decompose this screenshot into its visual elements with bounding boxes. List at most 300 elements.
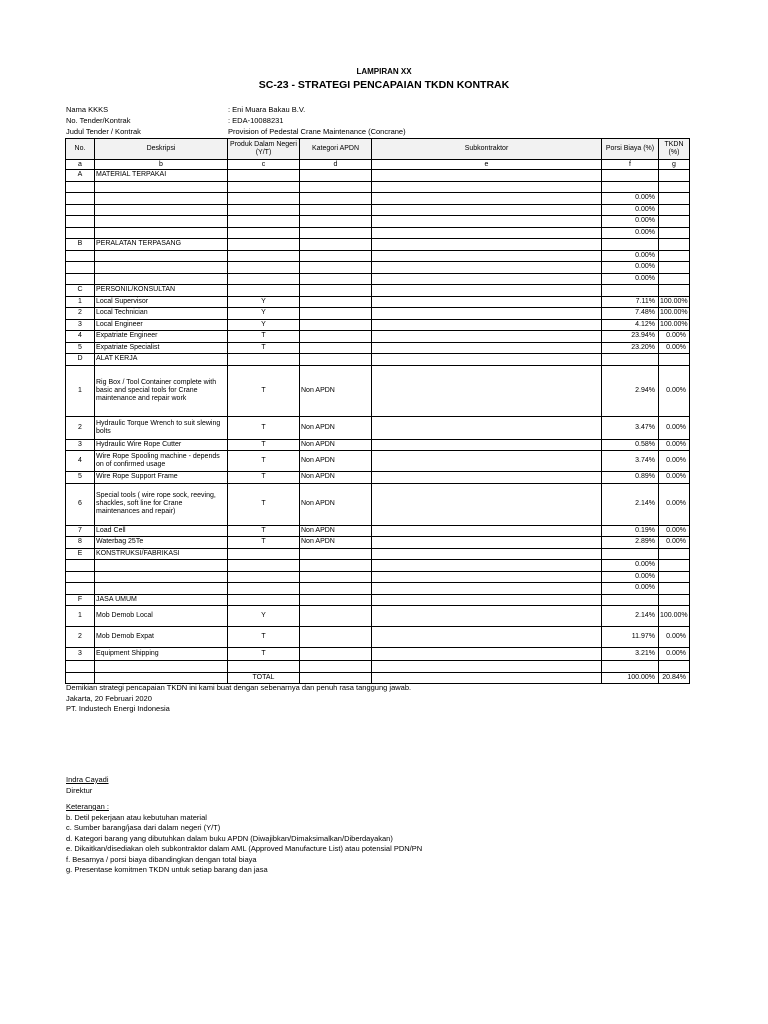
cell-no: 4 — [66, 331, 95, 343]
cell-porsi: 0.00% — [602, 204, 659, 216]
cell-tkdn — [659, 548, 690, 560]
cell-deskripsi — [95, 571, 228, 583]
cell-deskripsi: Load Cell — [95, 525, 228, 537]
cell-no — [66, 583, 95, 595]
cell-subkontraktor — [372, 560, 602, 572]
cell-no — [66, 193, 95, 205]
cell-apdn — [300, 181, 372, 193]
cell-pdn — [228, 216, 300, 228]
cell-subkontraktor — [372, 648, 602, 661]
cell-pdn: T — [228, 416, 300, 439]
cell-apdn: Non APDN — [300, 472, 372, 484]
cell-deskripsi — [95, 216, 228, 228]
cell-subkontraktor — [372, 273, 602, 285]
cell-deskripsi: KONSTRUKSI/FABRIKASI — [95, 548, 228, 560]
cell-tkdn — [659, 239, 690, 251]
section-row — [66, 594, 690, 606]
cell-subkontraktor — [372, 216, 602, 228]
table-row — [66, 181, 690, 193]
note-item: g. Presentase komitmen TKDN untuk setiap barang dan jasa — [66, 865, 268, 874]
table-row — [66, 525, 690, 537]
cell-tkdn — [659, 227, 690, 239]
cell-pdn: T — [228, 627, 300, 648]
company-name: PT. Industech Energi Indonesia — [66, 704, 170, 713]
table-row — [66, 342, 690, 354]
cell-apdn — [300, 548, 372, 560]
cell-subkontraktor — [372, 204, 602, 216]
cell-deskripsi: Local Engineer — [95, 319, 228, 331]
table-row — [66, 451, 690, 472]
table-row — [66, 483, 690, 525]
table-row — [66, 193, 690, 205]
cell-pdn — [228, 250, 300, 262]
cell-deskripsi — [95, 193, 228, 205]
column-letter-row — [66, 160, 690, 170]
letter-cell: b — [95, 160, 228, 170]
cell-subkontraktor — [372, 583, 602, 595]
table-row — [66, 661, 690, 673]
cell-porsi — [602, 170, 659, 182]
cell-pdn — [228, 227, 300, 239]
cell-porsi: 0.00% — [602, 193, 659, 205]
table-row — [66, 216, 690, 228]
cell-apdn — [300, 594, 372, 606]
cell-no: 8 — [66, 537, 95, 549]
table-row — [66, 606, 690, 627]
cell-deskripsi: PERALATAN TERPASANG — [95, 239, 228, 251]
cell-tkdn — [659, 170, 690, 182]
cell-tkdn: 0.00% — [659, 331, 690, 343]
cell-tkdn: 0.00% — [659, 365, 690, 416]
cell-porsi: 2.14% — [602, 483, 659, 525]
cell-apdn — [300, 672, 372, 684]
total-row — [66, 672, 690, 684]
cell-tkdn — [659, 571, 690, 583]
cell-apdn — [300, 273, 372, 285]
cell-deskripsi: ALAT KERJA — [95, 354, 228, 366]
cell-no — [66, 560, 95, 572]
cell-no — [66, 262, 95, 274]
tkdn-table — [65, 138, 690, 684]
cell-tkdn — [659, 273, 690, 285]
cell-porsi: 0.00% — [602, 560, 659, 572]
cell-pdn: T — [228, 451, 300, 472]
cell-porsi — [602, 285, 659, 297]
letter-cell: c — [228, 160, 300, 170]
cell-no: F — [66, 594, 95, 606]
cell-no: 7 — [66, 525, 95, 537]
cell-porsi: 100.00% — [602, 672, 659, 684]
cell-deskripsi — [95, 250, 228, 262]
table-row — [66, 262, 690, 274]
cell-subkontraktor — [372, 170, 602, 182]
cell-tkdn — [659, 583, 690, 595]
info-label: No. Tender/Kontrak — [66, 116, 131, 125]
cell-no: 4 — [66, 451, 95, 472]
cell-porsi: 2.89% — [602, 537, 659, 549]
header-pdn: Produk Dalam Negeri (Y/T) — [228, 139, 300, 160]
cell-no: 3 — [66, 439, 95, 451]
cell-porsi: 7.11% — [602, 296, 659, 308]
cell-deskripsi — [95, 672, 228, 684]
header-deskripsi: Deskripsi — [95, 139, 228, 160]
cell-tkdn: 100.00% — [659, 319, 690, 331]
cell-no: 5 — [66, 472, 95, 484]
cell-apdn: Non APDN — [300, 483, 372, 525]
cell-porsi — [602, 661, 659, 673]
cell-pdn — [228, 354, 300, 366]
cell-no: 3 — [66, 648, 95, 661]
cell-apdn — [300, 308, 372, 320]
cell-deskripsi: Local Supervisor — [95, 296, 228, 308]
cell-no: 2 — [66, 308, 95, 320]
cell-porsi: 2.94% — [602, 365, 659, 416]
cell-apdn — [300, 216, 372, 228]
note-item: f. Besarnya / porsi biaya dibandingkan dengan total biaya — [66, 854, 257, 864]
table-row — [66, 560, 690, 572]
cell-tkdn: 0.00% — [659, 342, 690, 354]
cell-subkontraktor — [372, 537, 602, 549]
cell-no: D — [66, 354, 95, 366]
cell-apdn — [300, 204, 372, 216]
table-row — [66, 571, 690, 583]
cell-tkdn — [659, 594, 690, 606]
cell-pdn: Y — [228, 606, 300, 627]
cell-deskripsi — [95, 204, 228, 216]
cell-subkontraktor — [372, 365, 602, 416]
table-row — [66, 583, 690, 595]
cell-subkontraktor — [372, 451, 602, 472]
cell-porsi: 0.00% — [602, 273, 659, 285]
cell-porsi: 0.00% — [602, 227, 659, 239]
table-header-row — [66, 139, 690, 160]
cell-apdn — [300, 661, 372, 673]
header-apdn: Kategori APDN — [300, 139, 372, 160]
cell-tkdn: 100.00% — [659, 606, 690, 627]
cell-subkontraktor — [372, 483, 602, 525]
lampiran-label: LAMPIRAN XX — [356, 67, 412, 76]
cell-subkontraktor — [372, 227, 602, 239]
cell-subkontraktor — [372, 606, 602, 627]
cell-pdn — [228, 262, 300, 274]
notes-title: Keterangan : — [66, 802, 109, 811]
cell-apdn: Non APDN — [300, 416, 372, 439]
cell-deskripsi — [95, 273, 228, 285]
cell-pdn — [228, 239, 300, 251]
letter-cell: g — [659, 160, 690, 170]
cell-tkdn — [659, 285, 690, 297]
section-row — [66, 548, 690, 560]
cell-apdn: Non APDN — [300, 365, 372, 416]
cell-apdn: Non APDN — [300, 439, 372, 451]
cell-tkdn: 0.00% — [659, 627, 690, 648]
cell-porsi: 0.89% — [602, 472, 659, 484]
info-value: : Eni Muara Bakau B.V. — [228, 105, 306, 114]
section-row — [66, 239, 690, 251]
cell-pdn — [228, 583, 300, 595]
cell-deskripsi: Mob Demob Expat — [95, 627, 228, 648]
cell-apdn — [300, 227, 372, 239]
cell-pdn — [228, 193, 300, 205]
section-row — [66, 354, 690, 366]
header-subkontraktor: Subkontraktor — [372, 139, 602, 160]
cell-pdn — [228, 661, 300, 673]
cell-tkdn: 0.00% — [659, 472, 690, 484]
cell-pdn — [228, 204, 300, 216]
cell-porsi: 0.00% — [602, 571, 659, 583]
cell-deskripsi: Rig Box / Tool Container complete with basic and special tools for Crane maintenance and repair work — [95, 365, 228, 416]
cell-no: A — [66, 170, 95, 182]
cell-apdn — [300, 571, 372, 583]
cell-tkdn: 20.84% — [659, 672, 690, 684]
cell-apdn: Non APDN — [300, 525, 372, 537]
cell-deskripsi — [95, 583, 228, 595]
cell-subkontraktor — [372, 594, 602, 606]
cell-porsi — [602, 594, 659, 606]
cell-apdn: Non APDN — [300, 537, 372, 549]
cell-no: 1 — [66, 606, 95, 627]
cell-no: 1 — [66, 365, 95, 416]
cell-tkdn: 0.00% — [659, 451, 690, 472]
cell-porsi: 3.47% — [602, 416, 659, 439]
cell-pdn — [228, 560, 300, 572]
cell-pdn — [228, 170, 300, 182]
cell-apdn — [300, 583, 372, 595]
cell-apdn — [300, 296, 372, 308]
cell-apdn — [300, 170, 372, 182]
table-row — [66, 537, 690, 549]
cell-deskripsi: Waterbag 25Te — [95, 537, 228, 549]
cell-pdn — [228, 571, 300, 583]
cell-porsi: 0.00% — [602, 262, 659, 274]
notes-block — [66, 802, 422, 876]
cell-subkontraktor — [372, 319, 602, 331]
cell-tkdn: 0.00% — [659, 439, 690, 451]
letter-cell: a — [66, 160, 95, 170]
cell-apdn — [300, 319, 372, 331]
cell-no: 5 — [66, 342, 95, 354]
cell-tkdn — [659, 560, 690, 572]
cell-tkdn — [659, 193, 690, 205]
cell-tkdn — [659, 204, 690, 216]
cell-porsi — [602, 239, 659, 251]
table-row — [66, 308, 690, 320]
cell-deskripsi: Equipment Shipping — [95, 648, 228, 661]
cell-tkdn: 100.00% — [659, 296, 690, 308]
cell-porsi — [602, 548, 659, 560]
document-title: SC-23 - STRATEGI PENCAPAIAN TKDN KONTRAK — [258, 79, 510, 91]
cell-apdn — [300, 262, 372, 274]
cell-pdn: Y — [228, 296, 300, 308]
cell-porsi: 0.00% — [602, 583, 659, 595]
cell-no — [66, 227, 95, 239]
cell-subkontraktor — [372, 416, 602, 439]
cell-deskripsi: Hydraulic Wire Rope Cutter — [95, 439, 228, 451]
table-row — [66, 472, 690, 484]
cell-deskripsi: Expatriate Engineer — [95, 331, 228, 343]
signature-block — [66, 775, 109, 796]
header-porsi: Porsi Biaya (%) — [602, 139, 659, 160]
cell-apdn — [300, 606, 372, 627]
cell-subkontraktor — [372, 239, 602, 251]
note-item: b. Detil pekerjaan atau kebutuhan material — [66, 812, 207, 822]
letter-cell: d — [300, 160, 372, 170]
info-value: : EDA-10088231 — [228, 116, 284, 125]
cell-apdn — [300, 648, 372, 661]
cell-subkontraktor — [372, 548, 602, 560]
cell-pdn — [228, 285, 300, 297]
cell-pdn: T — [228, 648, 300, 661]
cell-subkontraktor — [372, 472, 602, 484]
cell-pdn: T — [228, 331, 300, 343]
cell-apdn — [300, 285, 372, 297]
cell-porsi: 2.14% — [602, 606, 659, 627]
section-row — [66, 285, 690, 297]
cell-apdn — [300, 331, 372, 343]
cell-pdn: Y — [228, 319, 300, 331]
cell-no: 2 — [66, 416, 95, 439]
cell-no — [66, 250, 95, 262]
statement-text: Demikian strategi pencapaian TKDN ini kami buat dengan sebenarnya dan penuh rasa tanggung jawab. — [66, 683, 412, 692]
cell-porsi: 0.00% — [602, 216, 659, 228]
cell-subkontraktor — [372, 439, 602, 451]
cell-no — [66, 273, 95, 285]
cell-subkontraktor — [372, 285, 602, 297]
cell-porsi: 7.48% — [602, 308, 659, 320]
cell-no: 2 — [66, 627, 95, 648]
cell-apdn — [300, 627, 372, 648]
cell-deskripsi: JASA UMUM — [95, 594, 228, 606]
cell-no — [66, 204, 95, 216]
cell-apdn — [300, 239, 372, 251]
cell-tkdn: 0.00% — [659, 525, 690, 537]
info-label: Judul Tender / Kontrak — [66, 127, 141, 136]
table-row — [66, 416, 690, 439]
cell-deskripsi: Mob Demob Local — [95, 606, 228, 627]
table-row — [66, 648, 690, 661]
letter-cell: e — [372, 160, 602, 170]
cell-apdn — [300, 250, 372, 262]
cell-porsi — [602, 354, 659, 366]
table-row — [66, 365, 690, 416]
table-row — [66, 331, 690, 343]
cell-pdn: T — [228, 342, 300, 354]
cell-pdn: T — [228, 365, 300, 416]
note-item: d. Kategori barang yang dibutuhkan dalam buku APDN (Diwajibkan/Dimaksimalkan/Diberdayakan) — [66, 833, 393, 843]
cell-pdn — [228, 548, 300, 560]
table-row — [66, 296, 690, 308]
table-row — [66, 319, 690, 331]
cell-deskripsi — [95, 227, 228, 239]
table-row — [66, 627, 690, 648]
cell-tkdn — [659, 262, 690, 274]
cell-pdn — [228, 594, 300, 606]
cell-deskripsi: Expatriate Specialist — [95, 342, 228, 354]
header-tkdn: TKDN (%) — [659, 139, 690, 160]
table-row — [66, 204, 690, 216]
cell-no — [66, 672, 95, 684]
cell-tkdn — [659, 250, 690, 262]
note-item: c. Sumber barang/jasa dari dalam negeri (Y/T) — [66, 823, 221, 832]
cell-pdn: Y — [228, 308, 300, 320]
section-row — [66, 170, 690, 182]
cell-porsi: 0.19% — [602, 525, 659, 537]
cell-deskripsi: Local Technician — [95, 308, 228, 320]
cell-porsi: 11.97% — [602, 627, 659, 648]
letter-cell: f — [602, 160, 659, 170]
cell-apdn: Non APDN — [300, 451, 372, 472]
note-item: e. Dikaitkan/disediakan oleh subkontraktor dalam AML (Approved Manufacture List) atau potensial PDN/PN — [66, 844, 423, 853]
cell-subkontraktor — [372, 262, 602, 274]
cell-porsi: 23.20% — [602, 342, 659, 354]
cell-no — [66, 571, 95, 583]
cell-porsi: 3.21% — [602, 648, 659, 661]
cell-tkdn: 0.00% — [659, 416, 690, 439]
cell-subkontraktor — [372, 250, 602, 262]
info-value: Provision of Pedestal Crane Maintenance (Concrane) — [228, 127, 406, 136]
cell-subkontraktor — [372, 525, 602, 537]
header-no: No. — [66, 139, 95, 160]
cell-subkontraktor — [372, 354, 602, 366]
cell-subkontraktor — [372, 181, 602, 193]
cell-no — [66, 216, 95, 228]
cell-deskripsi — [95, 560, 228, 572]
cell-subkontraktor — [372, 331, 602, 343]
table-row — [66, 250, 690, 262]
footer-statement-block — [66, 683, 411, 715]
cell-subkontraktor — [372, 571, 602, 583]
cell-pdn: TOTAL — [228, 672, 300, 684]
cell-tkdn — [659, 181, 690, 193]
table-row — [66, 227, 690, 239]
cell-subkontraktor — [372, 627, 602, 648]
cell-porsi: 0.00% — [602, 250, 659, 262]
place-date: Jakarta, 20 Februari 2020 — [66, 693, 152, 703]
cell-apdn — [300, 560, 372, 572]
cell-subkontraktor — [372, 308, 602, 320]
cell-deskripsi — [95, 262, 228, 274]
signer-name: Indra Cayadi — [66, 775, 109, 784]
cell-tkdn: 0.00% — [659, 483, 690, 525]
cell-deskripsi — [95, 661, 228, 673]
cell-apdn — [300, 354, 372, 366]
cell-porsi — [602, 181, 659, 193]
cell-deskripsi: Wire Rope Spooling machine - depends on of confirmed usage — [95, 451, 228, 472]
cell-subkontraktor — [372, 661, 602, 673]
cell-tkdn — [659, 216, 690, 228]
cell-apdn — [300, 342, 372, 354]
cell-deskripsi: PERSONIL/KONSULTAN — [95, 285, 228, 297]
signer-title: Direktur — [66, 785, 93, 795]
cell-deskripsi: Wire Rope Support Frame — [95, 472, 228, 484]
cell-tkdn — [659, 354, 690, 366]
cell-tkdn: 0.00% — [659, 537, 690, 549]
cell-apdn — [300, 193, 372, 205]
cell-porsi: 3.74% — [602, 451, 659, 472]
table-row — [66, 439, 690, 451]
cell-deskripsi: MATERIAL TERPAKAI — [95, 170, 228, 182]
cell-pdn: T — [228, 525, 300, 537]
cell-porsi: 4.12% — [602, 319, 659, 331]
cell-pdn: T — [228, 439, 300, 451]
cell-no: 6 — [66, 483, 95, 525]
table-body — [66, 170, 690, 684]
cell-subkontraktor — [372, 672, 602, 684]
cell-pdn: T — [228, 472, 300, 484]
cell-deskripsi: Special tools ( wire rope sock, reeving, shackles, soft line for Crane maintenances and repair) — [95, 483, 228, 525]
cell-no: 3 — [66, 319, 95, 331]
cell-no — [66, 661, 95, 673]
